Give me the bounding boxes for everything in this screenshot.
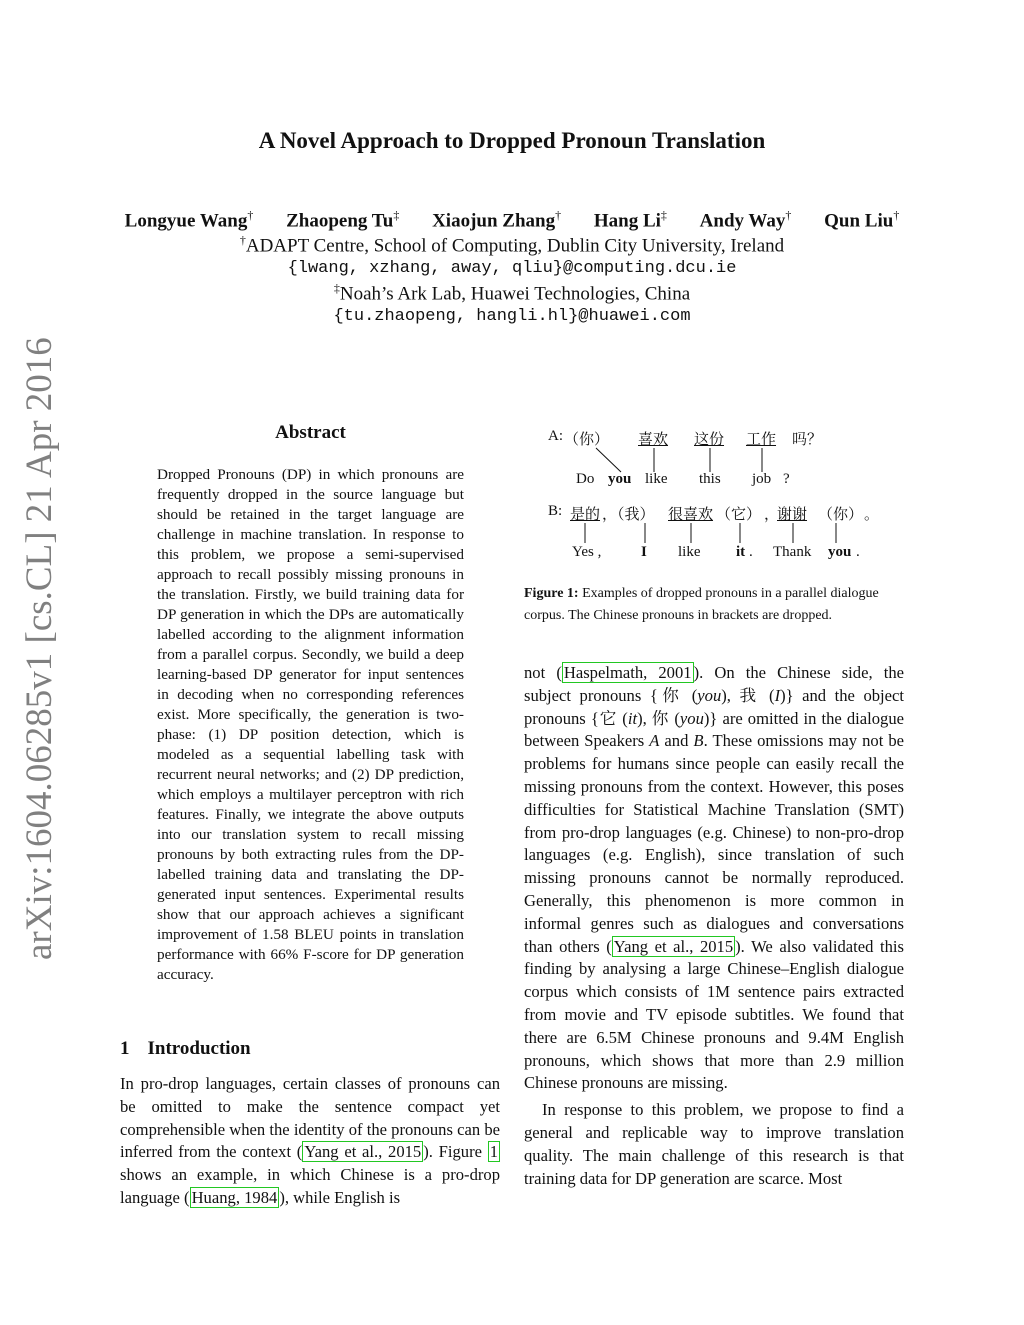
en-token: . — [856, 544, 860, 560]
intro-paragraph: In pro-drop languages, certain classes of pronouns can be omitted to make the sentence compact yet comprehensible when the identity of the pronouns can be inferred from the context ( Yang et al., 2015 ). Figure 1 shows an example, in which Chinese is a pro-drop language ( Huang, 1984 ), while English is — [120, 1074, 500, 1207]
citation-link[interactable]: Haspelmath, 2001 — [563, 663, 692, 682]
zh-token: （它） — [716, 507, 762, 523]
en-token: it — [736, 544, 746, 560]
zh-token: 喜欢 — [638, 432, 669, 448]
en-token: I — [641, 544, 647, 560]
speaker-label-a: A: — [548, 428, 563, 444]
paragraph: not ( Haspelmath, 2001 ). On the Chinese side, the subject pronouns {你 (you), 我 (I)} and the object pronouns {它 (it), 你 (you)} are omitted in the dialogue between Speakers A and B. These omissions may not be problems for humans since people can easily recall the missing pronouns from the context. However, this poses difficulties for Statistical Machine Translation (SMT) from pro-drop languages (e.g. Chinese) to non-pro-drop languages (e.g. English), since translation of such missing pronouns cannot be normally reproduced. Generally, this phenomenon is more common in informal genres such as dialogues and conversations than others ( Yang et al., 2015 ). We also validated this finding by analysing a large Chinese–English dialogue corpus which consists of 1M sentence pairs extracted from movie and TV episode subtitles. We found that there are 6.5M Chinese pronouns and 9.4M English pronouns, which shows that more than 2.9 million Chinese pronouns are missing. — [524, 663, 905, 1093]
en-token: you — [608, 471, 632, 487]
en-token: this — [699, 471, 721, 487]
en-token: ? — [783, 471, 790, 487]
en-token: Thank — [773, 544, 812, 560]
abstract-heading: Abstract — [275, 422, 346, 443]
arxiv-identifier: arXiv:1604.06285v1 [cs.CL] 21 Apr 2016 — [19, 337, 60, 960]
right-column-text — [524, 662, 904, 1190]
figure-caption — [524, 583, 906, 627]
figure-1 — [524, 420, 914, 570]
author: Qun Liu† — [824, 208, 900, 232]
zh-token: 工作 — [746, 432, 777, 448]
paragraph: In response to this problem, we propose to find a general and replicable way to improve translation quality. The main challenge of this research is that training data for DP generation are scarce. Most — [524, 1100, 904, 1188]
email-huawei: {tu.zhaopeng, hangli.hl}@huawei.com — [333, 307, 691, 326]
zh-token: （你） — [818, 507, 864, 523]
zh-token: ， — [764, 507, 780, 523]
author: Zhaopeng Tu‡ — [286, 208, 400, 232]
figure-label: Figure 1: — [524, 586, 579, 601]
zh-token: 很喜欢 — [668, 507, 714, 523]
author-list — [0, 208, 1024, 232]
speaker-label-b: B: — [548, 503, 563, 519]
en-token: Yes , — [572, 544, 602, 560]
figure-ref-link[interactable]: 1 — [489, 1142, 498, 1162]
en-token: Do — [576, 471, 595, 487]
en-token: job — [752, 471, 772, 487]
en-token: like — [678, 544, 701, 560]
zh-token: 吗？ — [792, 432, 823, 448]
affiliation-huawei: ‡Noah’s Ark Lab, Huawei Technologies, China — [333, 281, 691, 305]
section-heading — [120, 1038, 251, 1060]
author: Andy Way† — [699, 208, 792, 232]
zh-token: 谢谢 — [777, 507, 808, 523]
email-dcu: {lwang, xzhang, away, qliu}@computing.dcu.ie — [287, 259, 737, 278]
zh-token: ，（我） — [602, 507, 655, 523]
zh-token: 。 — [864, 507, 880, 523]
zh-token: 这份 — [694, 432, 725, 448]
paper-title: A Novel Approach to Dropped Pronoun Translation — [258, 128, 766, 153]
en-token: . — [749, 544, 753, 560]
citation-link[interactable]: Huang, 1984 — [191, 1187, 278, 1207]
zh-token: 是的 — [570, 507, 601, 523]
author: Hang Li‡ — [593, 208, 667, 232]
figure-caption-text: Examples of dropped pronouns in a parallel dialogue corpus. The Chinese pronouns in brackets are dropped. — [524, 586, 879, 623]
en-token: like — [645, 471, 668, 487]
en-token: you — [828, 544, 852, 560]
affiliation-dcu: †ADAPT Centre, School of Computing, Dublin City University, Ireland — [239, 233, 785, 257]
author: Longyue Wang† — [124, 208, 254, 232]
citation-link[interactable]: Yang et al., 2015 — [613, 936, 734, 956]
section-title: Introduction — [147, 1038, 251, 1059]
section-number: 1 — [120, 1038, 130, 1059]
abstract-text: Dropped Pronouns (DP) in which pronouns are frequently dropped in the source language but should be retained in the target language are challenge in machine translation. In response to this problem, we propose a semi-supervised approach to recall possibly missing pronouns in the translation. Firstly, we build training data for DP generation in which the DPs are automatically labelled according to the alignment information from a parallel corpus. Secondly, we build a deep learning-based DP generator for input sentences in decoding when no corresponding references exist. More specifically, the generation is two-phase: (1) DP position detection, which is modeled as a sequential labelling task with recurrent neural networks; and (2) DP prediction, which employs a multilayer perceptron with rich features. Finally, we integrate the above outputs into our translation system to recall missing pronouns by both extracting rules from the DP-labelled training data and translating the DP-generated input sentences. Experimental results show that our approach achieves a significant improvement of 1.58 BLEU points in translation performance with 66% F-score for DP generation accuracy. — [157, 466, 464, 983]
citation-link[interactable]: Yang et al., 2015 — [304, 1142, 422, 1162]
zh-token: （你） — [564, 432, 610, 448]
author: Xiaojun Zhang† — [432, 208, 562, 232]
